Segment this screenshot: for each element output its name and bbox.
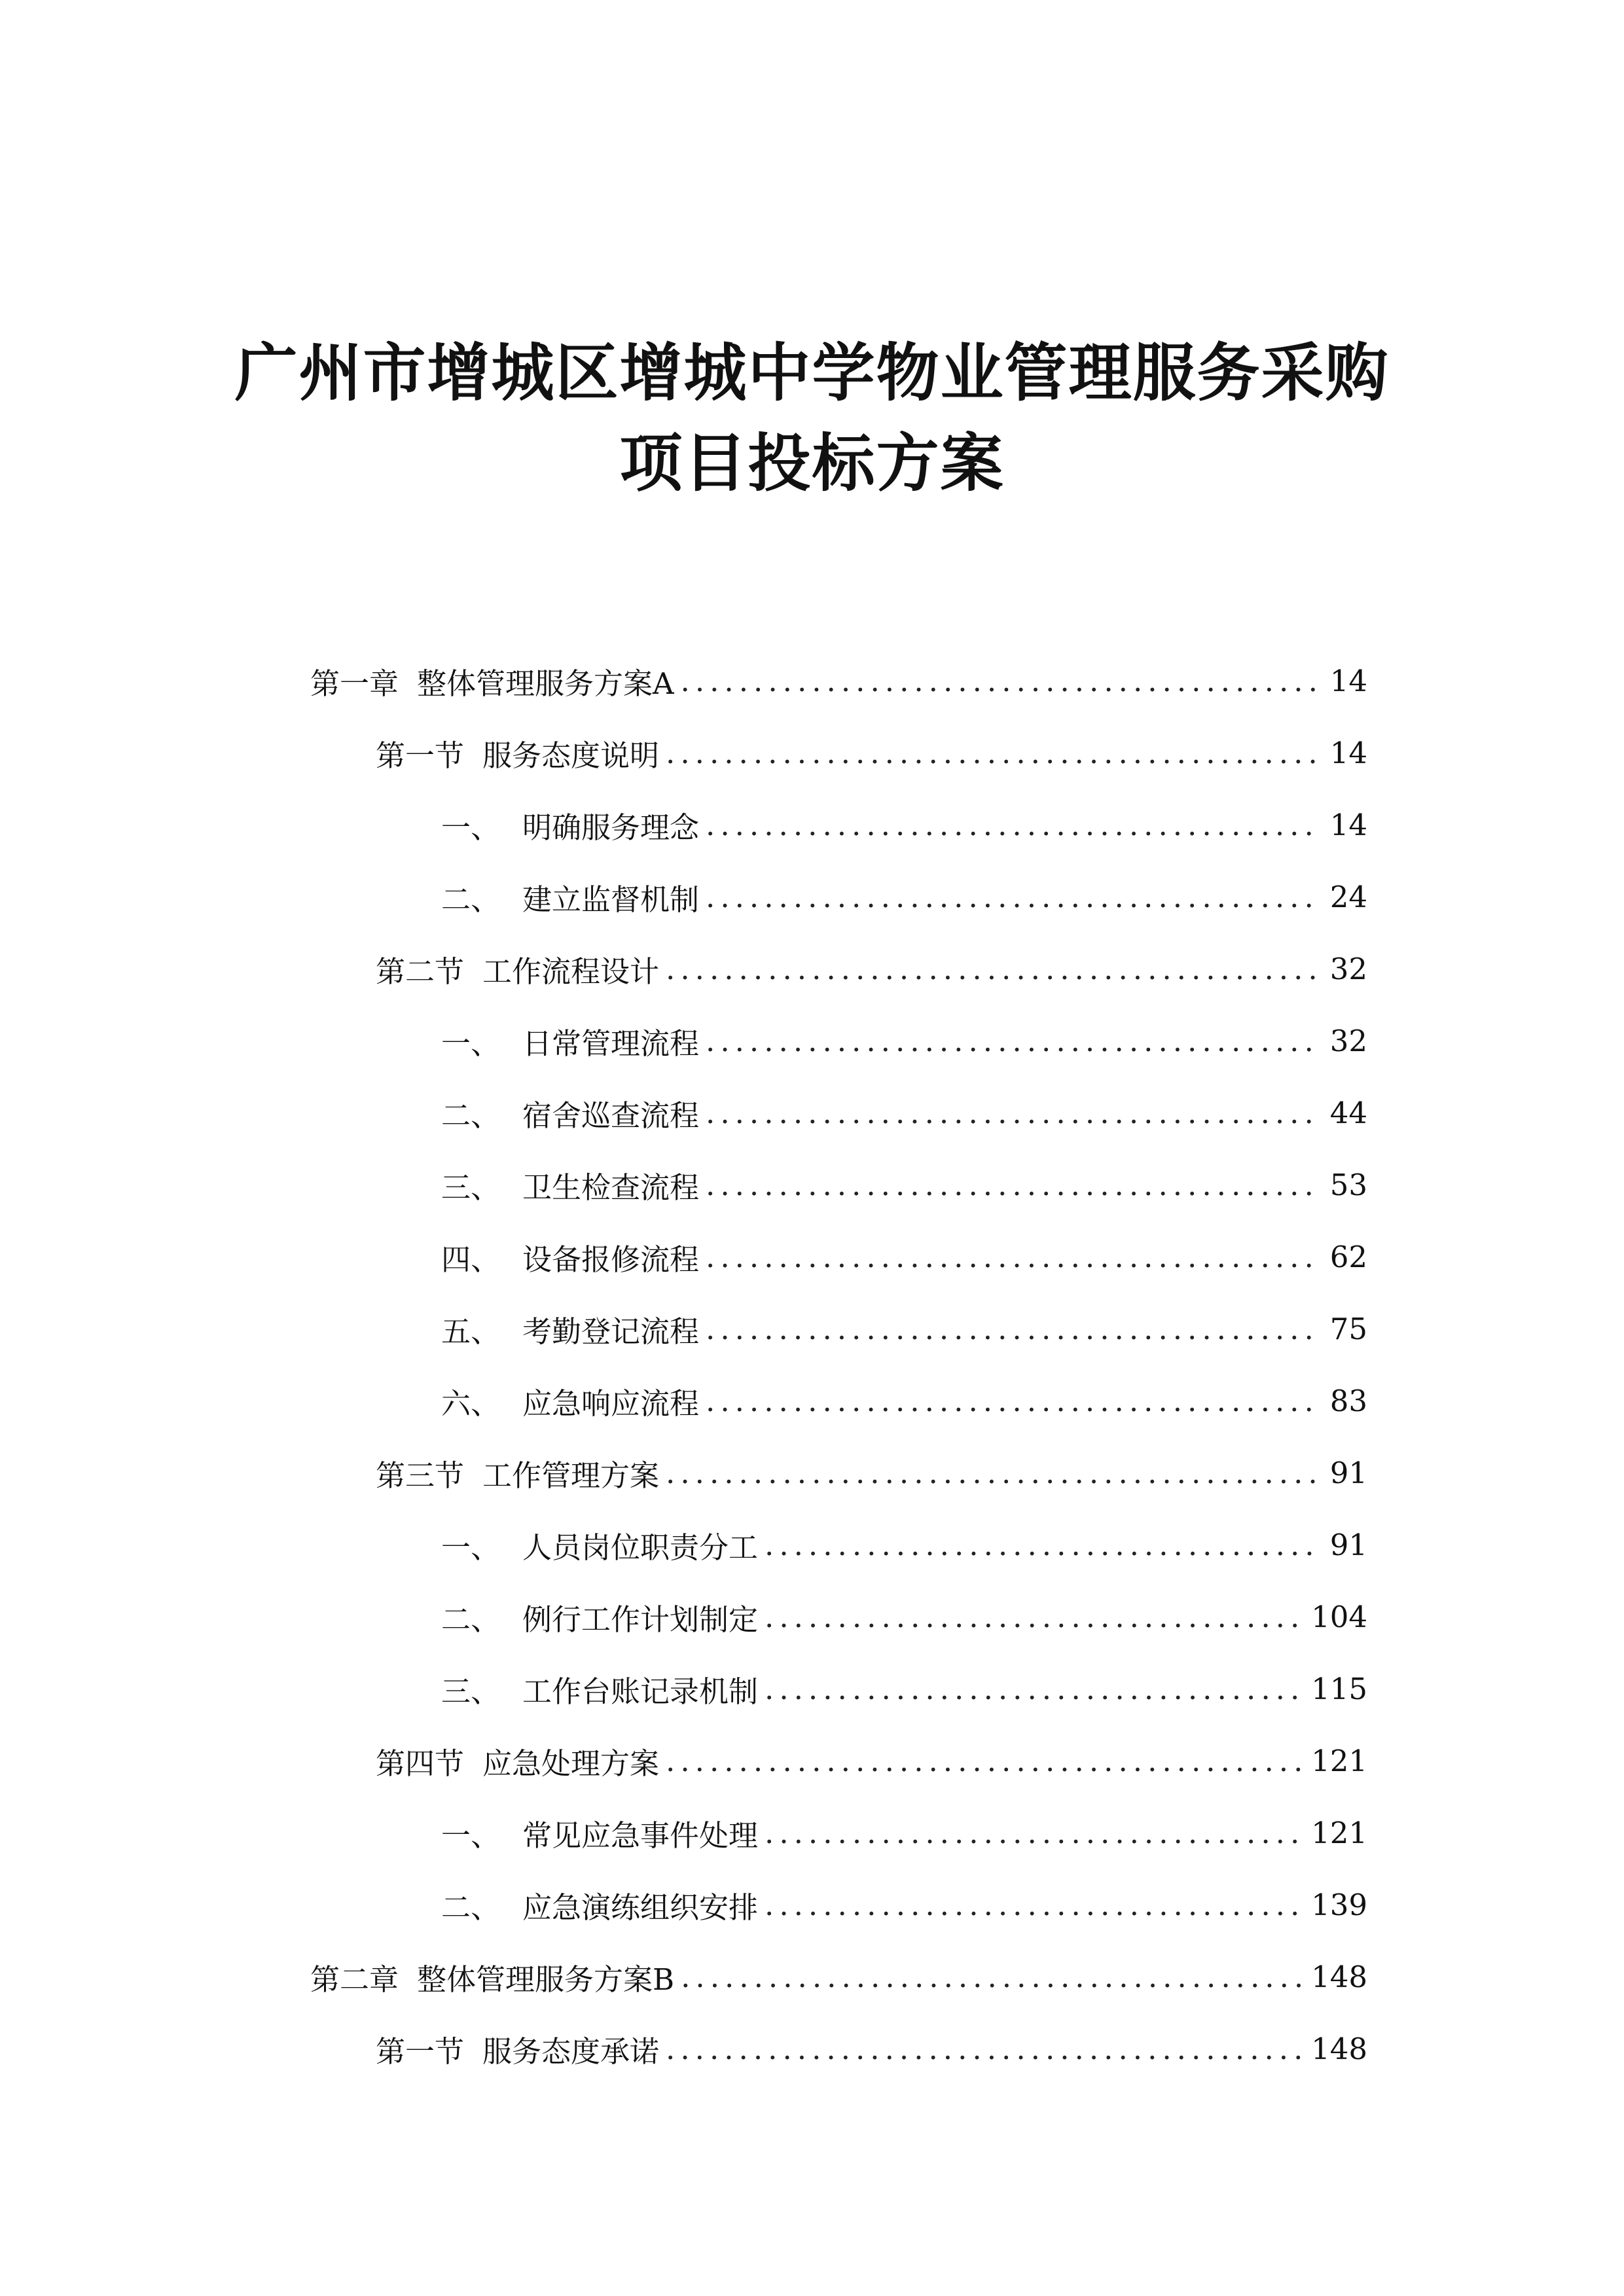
toc-entry[interactable] bbox=[376, 1738, 1367, 1784]
toc-entry[interactable] bbox=[441, 1234, 1367, 1280]
toc-dot-leader bbox=[706, 1096, 1318, 1130]
toc-dot-leader bbox=[765, 1816, 1307, 1850]
toc-entry-title: 工作台账记录机制 bbox=[522, 1674, 759, 1709]
toc-entry-page: 53 bbox=[1329, 1167, 1367, 1202]
toc-entry[interactable] bbox=[441, 1018, 1367, 1064]
toc-entry-number: 四、 bbox=[441, 1242, 501, 1277]
toc-dot-leader bbox=[706, 1240, 1318, 1274]
toc-entry[interactable] bbox=[441, 1882, 1367, 1928]
toc-entry-page: 148 bbox=[1311, 1959, 1367, 1994]
toc-entry-title: 建立监督机制 bbox=[522, 882, 700, 917]
toc-entry[interactable] bbox=[441, 802, 1367, 848]
toc-entry[interactable] bbox=[441, 1522, 1367, 1568]
toc-entry-title: 服务态度说明 bbox=[482, 738, 660, 773]
toc-entry-title: 常见应急事件处理 bbox=[522, 1818, 759, 1853]
toc-dot-leader bbox=[765, 1888, 1307, 1922]
toc-entry-number: 二、 bbox=[441, 882, 501, 917]
toc-entry-number: 六、 bbox=[441, 1386, 501, 1421]
toc-entry-title: 服务态度承诺 bbox=[482, 2034, 660, 2069]
toc-entry[interactable] bbox=[441, 1162, 1367, 1208]
toc-entry-title: 设备报修流程 bbox=[522, 1242, 700, 1277]
toc-entry-page: 44 bbox=[1329, 1095, 1367, 1130]
toc-entry-page: 75 bbox=[1329, 1311, 1367, 1346]
toc-entry-page: 14 bbox=[1329, 807, 1367, 842]
toc-entry-number: 第二节 bbox=[376, 954, 465, 989]
toc-entry[interactable] bbox=[310, 658, 1367, 704]
toc-entry-page: 139 bbox=[1311, 1887, 1367, 1922]
toc-entry-number: 二、 bbox=[441, 1098, 501, 1133]
toc-dot-leader bbox=[666, 736, 1318, 770]
toc-entry-title: 宿舍巡查流程 bbox=[522, 1098, 700, 1133]
toc-entry-number: 三、 bbox=[441, 1674, 501, 1709]
toc-entry-number: 一、 bbox=[441, 1530, 501, 1565]
toc-entry-title: 应急处理方案 bbox=[482, 1746, 660, 1781]
toc-dot-leader bbox=[706, 1024, 1318, 1058]
toc-dot-leader bbox=[681, 664, 1318, 698]
toc-entry[interactable] bbox=[376, 730, 1367, 776]
toc-entry-title: 卫生检查流程 bbox=[522, 1170, 700, 1205]
toc-entry[interactable] bbox=[441, 1378, 1367, 1424]
toc-entry-number: 一、 bbox=[441, 1026, 501, 1061]
toc-entry[interactable] bbox=[441, 1810, 1367, 1856]
toc-entry-number: 一、 bbox=[441, 810, 501, 845]
toc-entry-title: 日常管理流程 bbox=[522, 1026, 700, 1061]
toc-entry-title: 工作管理方案 bbox=[482, 1458, 660, 1493]
toc-entry[interactable] bbox=[441, 874, 1367, 920]
toc-dot-leader bbox=[666, 1456, 1318, 1490]
toc-entry-title: 应急响应流程 bbox=[522, 1386, 700, 1421]
toc-entry-number: 五、 bbox=[441, 1314, 501, 1349]
toc-dot-leader bbox=[765, 1672, 1307, 1706]
toc-dot-leader bbox=[666, 2032, 1307, 2066]
toc-entry-number: 第一节 bbox=[376, 738, 465, 773]
toc-entry-page: 91 bbox=[1329, 1455, 1367, 1490]
toc-dot-leader bbox=[706, 808, 1318, 842]
toc-entry-title: 工作流程设计 bbox=[482, 954, 660, 989]
toc-entry-number: 三、 bbox=[441, 1170, 501, 1205]
toc-entry-page: 32 bbox=[1329, 951, 1367, 986]
toc-entry-title: 人员岗位职责分工 bbox=[522, 1530, 759, 1565]
toc-entry-number: 二、 bbox=[441, 1890, 501, 1925]
toc-entry-page: 24 bbox=[1329, 879, 1367, 914]
toc-entry[interactable] bbox=[310, 1954, 1367, 2000]
toc-entry-title: 整体管理服务方案A bbox=[417, 666, 674, 701]
toc-entry[interactable] bbox=[441, 1090, 1367, 1136]
toc-dot-leader bbox=[706, 880, 1318, 914]
toc-dot-leader bbox=[765, 1600, 1307, 1634]
toc-dot-leader bbox=[681, 1960, 1307, 1994]
toc-dot-leader bbox=[706, 1384, 1318, 1418]
toc-entry-page: 115 bbox=[1311, 1671, 1367, 1706]
toc-entry-number: 第三节 bbox=[376, 1458, 465, 1493]
toc-entry[interactable] bbox=[441, 1594, 1367, 1640]
toc-entry-number: 第一节 bbox=[376, 2034, 465, 2069]
toc-entry[interactable] bbox=[441, 1306, 1367, 1352]
toc-entry-number: 第一章 bbox=[310, 666, 399, 701]
toc-entry-page: 14 bbox=[1329, 735, 1367, 770]
toc-entry-title: 应急演练组织安排 bbox=[522, 1890, 759, 1925]
toc-entry-page: 121 bbox=[1311, 1743, 1367, 1778]
document-title-line-1: 广州市增城区增城中学物业管理服务采购 bbox=[234, 336, 1390, 410]
toc-entry-page: 148 bbox=[1311, 2031, 1367, 2066]
toc-entry[interactable] bbox=[441, 1666, 1367, 1712]
toc-entry[interactable] bbox=[376, 2026, 1367, 2072]
toc-dot-leader bbox=[765, 1528, 1318, 1562]
document-title-line-2: 项目投标方案 bbox=[619, 427, 1005, 500]
toc-entry-title: 例行工作计划制定 bbox=[522, 1602, 759, 1637]
toc-entry-title: 明确服务理念 bbox=[522, 810, 700, 845]
toc-dot-leader bbox=[666, 952, 1318, 986]
toc-entry-page: 104 bbox=[1311, 1599, 1367, 1634]
toc-entry-number: 一、 bbox=[441, 1818, 501, 1853]
toc-entry-number: 二、 bbox=[441, 1602, 501, 1637]
toc-entry-page: 62 bbox=[1329, 1239, 1367, 1274]
toc-entry-page: 32 bbox=[1329, 1023, 1367, 1058]
toc-dot-leader bbox=[666, 1744, 1307, 1778]
toc-entry-title: 整体管理服务方案B bbox=[417, 1962, 675, 1997]
toc-dot-leader bbox=[706, 1312, 1318, 1346]
toc-entry-number: 第二章 bbox=[310, 1962, 399, 1997]
toc-entry-title: 考勤登记流程 bbox=[522, 1314, 700, 1349]
toc-entry[interactable] bbox=[376, 1450, 1367, 1496]
toc-entry-page: 83 bbox=[1329, 1383, 1367, 1418]
toc-entry-page: 121 bbox=[1311, 1815, 1367, 1850]
toc-entry[interactable] bbox=[376, 946, 1367, 992]
toc-entry-page: 14 bbox=[1329, 663, 1367, 698]
toc-dot-leader bbox=[706, 1168, 1318, 1202]
toc-entry-number: 第四节 bbox=[376, 1746, 465, 1781]
toc-entry-page: 91 bbox=[1329, 1527, 1367, 1562]
